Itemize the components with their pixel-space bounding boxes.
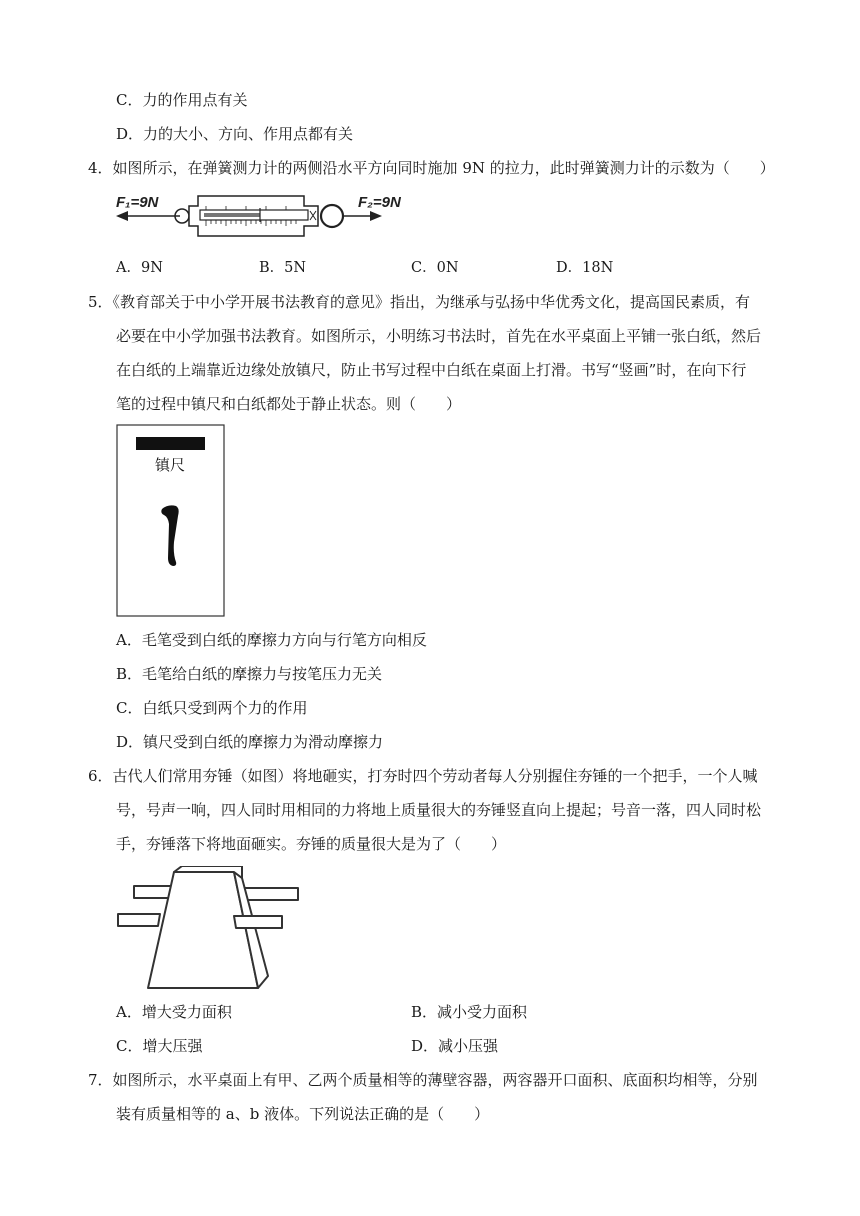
q5-option-d: D．镇尺受到白纸的摩擦力为滑动摩擦力 xyxy=(116,733,384,751)
q7-line-2: 装有质量相等的 a、b 液体。下列说法正确的是（ ） xyxy=(116,1105,490,1123)
q4-option-b: B．5N xyxy=(259,260,307,276)
q5-line-3: 在白纸的上端靠近边缘处放镇尺，防止书写过程中白纸在桌面上打滑。书写“竖画”时，在向下行 xyxy=(116,361,747,379)
q5-line-2: 必要在中小学加强书法教育。如图所示，小明练习书法时，首先在水平桌面上平铺一张白纸，然后 xyxy=(116,327,762,345)
spring-scale-figure xyxy=(112,186,420,242)
q5-line-4: 笔的过程中镇尺和白纸都处于静止状态。则（ ） xyxy=(116,395,462,413)
q6-option-a: A．增大受力面积 xyxy=(116,1003,232,1021)
handle-front-left xyxy=(118,914,160,926)
q7-line-1: 7．如图所示，水平桌面上有甲、乙两个质量相等的薄壁容器，两容器开口面积、底面积均相等，分别 xyxy=(88,1071,758,1089)
q4-option-d: D．18N xyxy=(556,260,614,276)
q4-option-a: A．9N xyxy=(116,260,163,276)
f1-label: F₁=9N xyxy=(116,194,159,211)
calligraphy-paper-figure xyxy=(116,424,226,618)
q6-line-3: 手，夯锤落下将地面砸实。夯锤的质量很大是为了（ ） xyxy=(116,835,507,853)
q6-line-2: 号，号声一响，四人同时用相同的力将地上质量很大的夯锤竖直向上提起；号音一落，四人同时松 xyxy=(116,801,762,819)
q5-option-b: B．毛笔给白纸的摩擦力与按笔压力无关 xyxy=(116,665,383,683)
f1-arrow-head xyxy=(116,211,128,221)
q6-line-1: 6．古代人们常用夯锤（如图）将地砸实，打夯时四个劳动者每人分别握住夯锤的一个把手，一个人喊 xyxy=(88,767,758,785)
scale-spring xyxy=(204,213,260,217)
ruler-label: 镇尺 xyxy=(154,456,186,474)
right-hook xyxy=(321,205,343,227)
q6-option-d: D．减小压强 xyxy=(411,1037,499,1055)
paperweight-ruler xyxy=(136,437,205,450)
q4-stem: 4．如图所示，在弹簧测力计的两侧沿水平方向同时施加 9N 的拉力，此时弹簧测力计的示数为（ ） xyxy=(88,159,775,177)
q5-line-1: 5．《教育部关于中小学开展书法教育的意见》指出，为继承与弘扬中华优秀文化，提高国民素质，有 xyxy=(88,293,751,311)
q6-option-c: C．增大压强 xyxy=(116,1037,203,1055)
q5-option-a: A．毛笔受到白纸的摩擦力方向与行笔方向相反 xyxy=(116,631,427,649)
handle-front-right xyxy=(234,916,282,928)
q3-option-d: D．力的大小、方向、作用点都有关 xyxy=(116,125,354,143)
f2-arrow-head xyxy=(370,211,382,221)
q5-option-c: C．白纸只受到两个力的作用 xyxy=(116,699,308,717)
q3-option-c: C．力的作用点有关 xyxy=(116,91,248,109)
q4-option-c: C．0N xyxy=(411,260,459,276)
f2-label: F₂=9N xyxy=(358,194,401,211)
rammer-figure xyxy=(116,866,302,990)
q6-option-b: B．减小受力面积 xyxy=(411,1003,528,1021)
